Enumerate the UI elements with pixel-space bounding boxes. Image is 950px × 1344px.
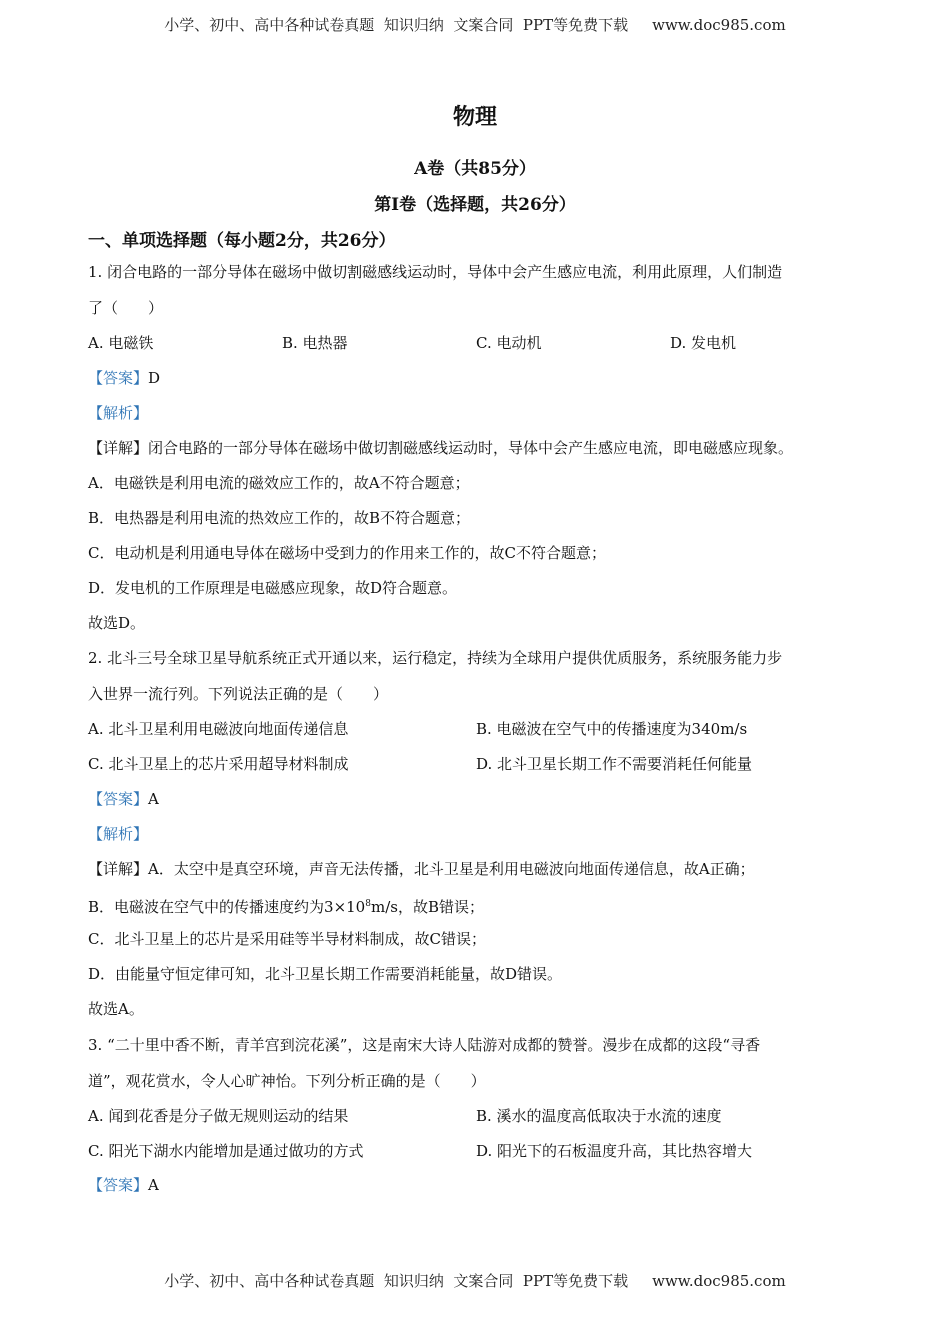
q2-explain-b: [88, 894, 484, 917]
page-header: [0, 14, 950, 35]
q3-option-c: C. 阳光下湖水内能增加是通过做功的方式: [88, 1142, 364, 1160]
q1-option-b: B. 电热器: [282, 334, 348, 352]
q1-stem-line1: 1. 闭合电路的一部分导体在磁场中做切割磁感线运动时，导体中会产生感应电流，利用此原理，人们制造: [88, 263, 783, 281]
q3-answer-value: A: [148, 1176, 159, 1194]
q1-option-d: D. 发电机: [670, 334, 737, 352]
q2-answer: [88, 789, 159, 809]
q1-answer-value: D: [148, 369, 161, 387]
footer-text: 小学、初中、高中各种试卷真题 知识归纳 文案合同 PPT等免费下载: [164, 1272, 629, 1290]
q3-option-a: A. 闻到花香是分子做无规则运动的结果: [88, 1107, 349, 1125]
section-heading: 一、单项选择题（每小题2分，共26分）: [88, 231, 396, 251]
header-text: 小学、初中、高中各种试卷真题 知识归纳 文案合同 PPT等免费下载: [164, 16, 629, 34]
q2-detail: [88, 859, 755, 879]
q2-stem-line2: 入世界一流行列。下列说法正确的是（ ）: [88, 685, 389, 703]
q1-explain-a: A．电磁铁是利用电流的磁效应工作的，故A不符合题意；: [88, 474, 470, 492]
q3-option-b: B. 溪水的温度高低取决于水流的速度: [476, 1107, 722, 1125]
q1-explain-c: C．电动机是利用通电导体在磁场中受到力的作用来工作的，故C不符合题意；: [88, 544, 606, 562]
part-a-heading: A卷（共85分）: [414, 159, 536, 179]
q2-answer-value: A: [148, 790, 159, 808]
document-title: 物理: [452, 104, 497, 130]
q1-analysis: [88, 403, 148, 423]
q2-detail-text: A．太空中是真空环境，声音无法传播，北斗卫星是利用电磁波向地面传递信息，故A正确；: [148, 860, 755, 878]
q3-stem-line1: 3. “二十里中香不断，青羊宫到浣花溪”，这是南宋大诗人陆游对成都的赞誉。漫步在成都的这段“寻香: [88, 1036, 761, 1054]
q1-detail-text: 闭合电路的一部分导体在磁场中做切割磁感线运动时，导体中会产生感应电流，即电磁感应现象。: [148, 439, 794, 457]
q3-stem-line2: 道”，观花赏水，令人心旷神怡。下列分析正确的是（ ）: [88, 1072, 486, 1090]
answer-tag: 【答案】: [88, 369, 149, 387]
page-footer: [0, 1270, 950, 1291]
q1-stem-line2: 了（ ）: [88, 299, 164, 317]
volume-heading: 第Ⅰ卷（选择题，共26分）: [374, 195, 576, 215]
q1-answer: [88, 368, 160, 388]
q2-stem-line1: 2. 北斗三号全球卫星导航系统正式开通以来，运行稳定，持续为全球用户提供优质服务，系统服务能力步: [88, 649, 783, 667]
answer-tag: 【答案】: [88, 790, 149, 808]
q2-explain-d: D．由能量守恒定律可知，北斗卫星长期工作需要消耗能量，故D错误。: [88, 965, 563, 983]
detail-tag: 【详解】: [88, 439, 149, 457]
analysis-tag: 【解析】: [88, 825, 149, 843]
q1-explain-d: D．发电机的工作原理是电磁感应现象，故D符合题意。: [88, 579, 458, 597]
q2-explain-b-exponent: 8: [365, 899, 371, 909]
q1-option-a: A. 电磁铁: [88, 334, 154, 352]
q2-option-b: B. 电磁波在空气中的传播速度为340m/s: [476, 720, 748, 738]
answer-tag: 【答案】: [88, 1176, 149, 1194]
q2-explain-b-post: m/s，故B错误；: [370, 898, 484, 916]
q2-option-a: A. 北斗卫星利用电磁波向地面传递信息: [88, 720, 349, 738]
q3-option-d: D. 阳光下的石板温度升高，其比热容增大: [476, 1142, 753, 1160]
q3-answer: [88, 1175, 159, 1195]
q1-option-c: C. 电动机: [476, 334, 542, 352]
q1-explain-b: B．电热器是利用电流的热效应工作的，故B不符合题意；: [88, 509, 471, 527]
q2-analysis: [88, 824, 148, 844]
q2-conclusion: 故选A。: [88, 1000, 144, 1018]
q2-option-d: D. 北斗卫星长期工作不需要消耗任何能量: [476, 755, 753, 773]
detail-tag: 【详解】: [88, 860, 149, 878]
q1-detail: [88, 438, 793, 458]
header-link[interactable]: www.doc985.com: [652, 16, 786, 34]
q2-option-c: C. 北斗卫星上的芯片采用超导材料制成: [88, 755, 349, 773]
q2-explain-c: C．北斗卫星上的芯片是采用硅等半导材料制成，故C错误；: [88, 930, 486, 948]
q2-explain-b-pre: B．电磁波在空气中的传播速度约为3×10: [88, 898, 366, 916]
q1-conclusion: 故选D。: [88, 614, 146, 632]
analysis-tag: 【解析】: [88, 404, 149, 422]
footer-link[interactable]: www.doc985.com: [652, 1272, 786, 1290]
